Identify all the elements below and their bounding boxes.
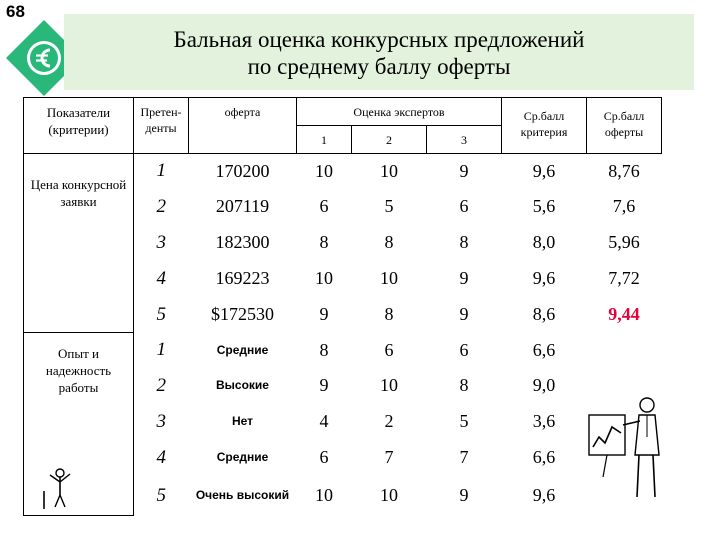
expert-1-score: 10: [315, 160, 333, 181]
criterion-average: 8,6: [532, 304, 556, 324]
offer-value: $172530: [211, 304, 274, 324]
applicant-number: 5: [156, 303, 166, 325]
expert-1-score: 10: [315, 268, 333, 288]
offer-value: Высокие: [216, 378, 269, 392]
expert-1-score: 9: [319, 375, 329, 395]
title-line-2: по среднему баллу оферты: [247, 54, 511, 79]
page-title: [64, 26, 694, 80]
expert-3-score: 6: [459, 196, 469, 216]
criterion-average: 3,6: [532, 411, 556, 431]
illustration-cell: [587, 333, 662, 516]
table-row: [24, 333, 662, 368]
criterion-average: 8,0: [532, 232, 556, 252]
slide-number: 68: [6, 2, 25, 21]
offer-value: 207119: [215, 196, 270, 216]
applicant-number: 2: [156, 374, 166, 396]
expert-1-score: 6: [319, 196, 329, 216]
expert-3-score: 9: [459, 485, 469, 505]
criterion-average: 9,6: [532, 160, 556, 181]
applicant-number: 1: [156, 339, 166, 360]
offer-average: 7,6: [612, 196, 636, 216]
presenter-figure-icon: [40, 463, 80, 511]
expert-1-score: 9: [319, 304, 329, 324]
offer-value: Средние: [216, 450, 269, 464]
applicant-number: 4: [156, 446, 166, 468]
evaluation-table: [23, 97, 662, 516]
table-row: [24, 154, 662, 189]
expert-2-score: 10: [380, 268, 398, 288]
expert-3-score: 8: [459, 232, 469, 252]
expert-3-score: 9: [459, 160, 469, 181]
expert-2-score: 7: [384, 447, 394, 467]
expert-2-score: 8: [384, 232, 394, 252]
criterion-experience: [24, 333, 134, 516]
expert-3-score: 7: [459, 447, 469, 467]
header-criteria: Показатели (критерии): [24, 98, 134, 154]
title-line-1: Бальная оценка конкурсных предложений: [173, 27, 585, 52]
criterion-average: 6,6: [532, 447, 556, 467]
criterion-average: 9,0: [532, 375, 556, 395]
expert-3-score: 5: [459, 411, 469, 431]
expert-2-score: 10: [380, 485, 398, 505]
expert-1-score: 8: [319, 232, 329, 252]
offer-average-best: 9,44: [608, 304, 640, 324]
criterion-price: Цена конкурсной заявки: [24, 154, 134, 333]
title-banner: [64, 14, 694, 90]
criterion-average: 9,6: [532, 268, 556, 288]
expert-1-score: 8: [319, 339, 329, 360]
applicant-number: 3: [156, 410, 166, 432]
presenter-chart-icon: [585, 385, 675, 505]
expert-3-score: 8: [459, 375, 469, 395]
header-offer: оферта: [189, 98, 297, 154]
expert-2-score: 6: [384, 339, 394, 360]
offer-value: Средние: [216, 342, 269, 357]
applicant-number: 4: [156, 267, 166, 289]
offer-average: 7,72: [608, 268, 640, 288]
expert-3-score: 9: [459, 268, 469, 288]
header-experts: Оценка экспертов: [297, 98, 502, 126]
expert-1-score: 6: [319, 447, 329, 467]
header-avg-criterion: Ср.балл критерия: [502, 98, 587, 154]
expert-2-score: 10: [380, 160, 398, 181]
expert-2-score: 2: [384, 411, 394, 431]
offer-value: Нет: [231, 414, 254, 428]
criterion-average: 6,6: [532, 339, 556, 360]
expert-2-score: 10: [380, 375, 398, 395]
applicant-number: 3: [156, 231, 166, 253]
offer-value: 169223: [215, 268, 270, 288]
expert-3-score: 9: [459, 304, 469, 324]
expert-1-score: 10: [315, 485, 333, 505]
criterion-average: 5,6: [532, 196, 556, 216]
applicant-number: 2: [156, 195, 166, 217]
offer-average: 5,96: [608, 232, 640, 252]
offer-value: Очень высокий: [195, 488, 290, 502]
expert-3-score: 6: [459, 339, 469, 360]
criterion-experience-label: Опыт и надежность работы: [45, 346, 112, 395]
applicant-number: 1: [156, 160, 166, 182]
header-avg-offer: Ср.балл оферты: [587, 98, 662, 154]
offer-value: 182300: [215, 232, 270, 252]
applicant-number: 5: [156, 484, 166, 506]
expert-2-score: 8: [384, 304, 394, 324]
header-expert-1: 1: [297, 126, 352, 154]
expert-1-score: 4: [319, 411, 329, 431]
header-expert-3: 3: [427, 126, 502, 154]
offer-value: 170200: [215, 160, 270, 181]
header-applicants: Претен-денты: [134, 98, 189, 154]
header-expert-2: 2: [352, 126, 427, 154]
expert-2-score: 5: [384, 196, 394, 216]
criterion-average: 9,6: [532, 485, 556, 505]
offer-average: 8,76: [608, 160, 640, 181]
